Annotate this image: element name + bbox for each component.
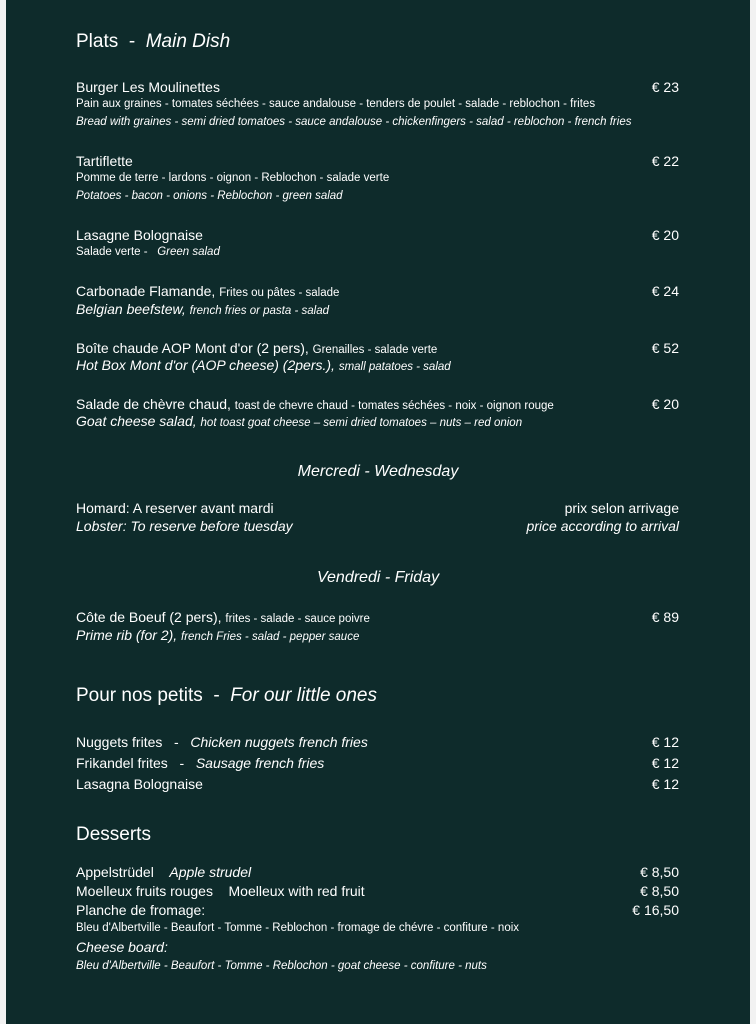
dish-line-fr (76, 340, 437, 356)
kids-item-separator: - (179, 755, 185, 771)
dish-line-en (76, 627, 359, 643)
dish-line-fr (76, 283, 339, 299)
dessert-price: € 8,50 (640, 883, 679, 899)
kids-item (76, 755, 324, 771)
dish-name: Carbonade Flamande, (76, 283, 216, 299)
kids-item-name: Lasagna Bolognaise (76, 776, 203, 792)
kids-title-en: For our little ones (230, 685, 377, 706)
dish-desc-en: Green salad (157, 246, 220, 258)
dish-name: Tartiflette (76, 153, 133, 169)
dish-name-en: Goat cheese salad, (76, 413, 197, 429)
kids-item-name-en: Sausage french fries (195, 755, 325, 771)
dessert-name: Moelleux fruits rouges (76, 883, 213, 899)
dessert-price: € 8,50 (640, 864, 679, 880)
lobster-price-en: price according to arrival (526, 518, 679, 534)
dish-desc-en: french fries or pasta - salad (189, 305, 329, 317)
dish-desc-en: french Fries - salad - pepper sauce (181, 631, 360, 643)
dish-price: € 52 (651, 340, 679, 356)
kids-title: Pour nos petits (76, 685, 203, 706)
kids-item-name: Nuggets frites (76, 734, 163, 750)
lobster-fr: Homard: A reserver avant mardi (76, 500, 274, 516)
dish-price: € 22 (651, 153, 679, 169)
dish-desc-en: Potatoes - bacon - onions - Reblochon - green salad (76, 190, 343, 202)
dish-desc-en: small patatoes - salad (338, 361, 451, 373)
kids-item-separator: - (174, 734, 179, 750)
dish-desc-fr: frites - salade - sauce poivre (225, 613, 370, 625)
plats-title-en: Main Dish (145, 31, 231, 52)
kids-item-name-en: Chicken nuggets french fries (190, 734, 368, 750)
dessert-price: € 16,50 (632, 902, 679, 918)
dish-name: Côte de Boeuf (2 pers), (76, 609, 222, 625)
dish-name-en: Belgian beefstew, (76, 301, 186, 317)
dish-name-en: Hot Box Mont d'or (AOP cheese) (2pers.), (76, 357, 335, 373)
kids-item-name: Frikandel frites (76, 755, 168, 771)
dessert-desc-fr: Bleu d'Albertville - Beaufort - Tomme - Reblochon - fromage de chévre - confiture - noix (76, 922, 520, 934)
friday-heading: Vendredi - Friday (316, 569, 440, 586)
dessert-desc-en: Bleu d'Albertville - Beaufort - Tomme - Reblochon - goat cheese - confiture - nuts (76, 960, 487, 972)
plats-separator: - (128, 31, 136, 52)
dish-desc-line (76, 246, 220, 258)
dessert-name-en: Cheese board: (76, 939, 168, 955)
plats-heading (76, 31, 230, 53)
dish-desc-fr: Frites ou pâtes - salade (219, 287, 340, 299)
dish-line-en (76, 413, 522, 429)
dish-price: € 89 (651, 609, 679, 625)
dish-desc-en: Bread with graines - semi dried tomatoes - sauce andalouse - chickenfingers - salad - reblochon - french fries (76, 116, 632, 128)
dessert-name-en: Apple strudel (169, 864, 252, 880)
dish-price: € 23 (651, 79, 679, 95)
kids-item-price: € 12 (651, 734, 679, 750)
dish-name: Burger Les Moulinettes (76, 79, 220, 95)
dish-desc-fr: Grenailles - salade verte (312, 344, 438, 356)
dish-line-en (76, 357, 451, 373)
dessert-item (76, 883, 365, 899)
kids-heading (76, 685, 377, 707)
dish-desc-fr: Salade verte - (76, 246, 148, 258)
dish-name: Salade de chèvre chaud, (76, 396, 231, 412)
kids-separator: - (213, 685, 220, 706)
dish-desc-fr: toast de chevre chaud - tomates séchées - noix - oignon rouge (234, 400, 554, 412)
desserts-heading: Desserts (76, 824, 151, 845)
wednesday-heading: Mercredi - Wednesday (297, 463, 459, 480)
dish-line-fr (76, 609, 370, 625)
kids-item (76, 734, 368, 750)
lobster-price-fr: prix selon arrivage (564, 500, 679, 516)
kids-item-price: € 12 (651, 755, 679, 771)
dish-desc-en: hot toast goat cheese – semi dried tomatoes – nuts – red onion (200, 417, 523, 429)
dessert-name-en: Moelleux with red fruit (228, 883, 365, 899)
dish-name: Lasagne Bolognaise (76, 227, 203, 243)
dish-desc-fr: Pomme de terre - lardons - oignon - Reblochon - salade verte (76, 172, 390, 184)
dish-price: € 20 (651, 396, 679, 412)
dessert-item (76, 864, 251, 880)
dish-price: € 20 (651, 227, 679, 243)
dish-name-en: Prime rib (for 2), (76, 627, 178, 643)
dessert-name: Appelstrüdel (76, 864, 154, 880)
kids-item-price: € 12 (651, 776, 679, 792)
plats-title: Plats (76, 31, 119, 52)
dish-name: Boîte chaude AOP Mont d'or (2 pers), (76, 340, 309, 356)
dish-line-en (76, 301, 329, 317)
dish-line-fr (76, 396, 554, 412)
dish-price: € 24 (651, 283, 679, 299)
dish-desc-fr: Pain aux graines - tomates séchées - sauce andalouse - tenders de poulet - salade - reblochon - frites (76, 98, 596, 110)
lobster-en: Lobster: To reserve before tuesday (76, 518, 293, 534)
menu-page (6, 0, 750, 1024)
dessert-name: Planche de fromage: (76, 902, 206, 918)
